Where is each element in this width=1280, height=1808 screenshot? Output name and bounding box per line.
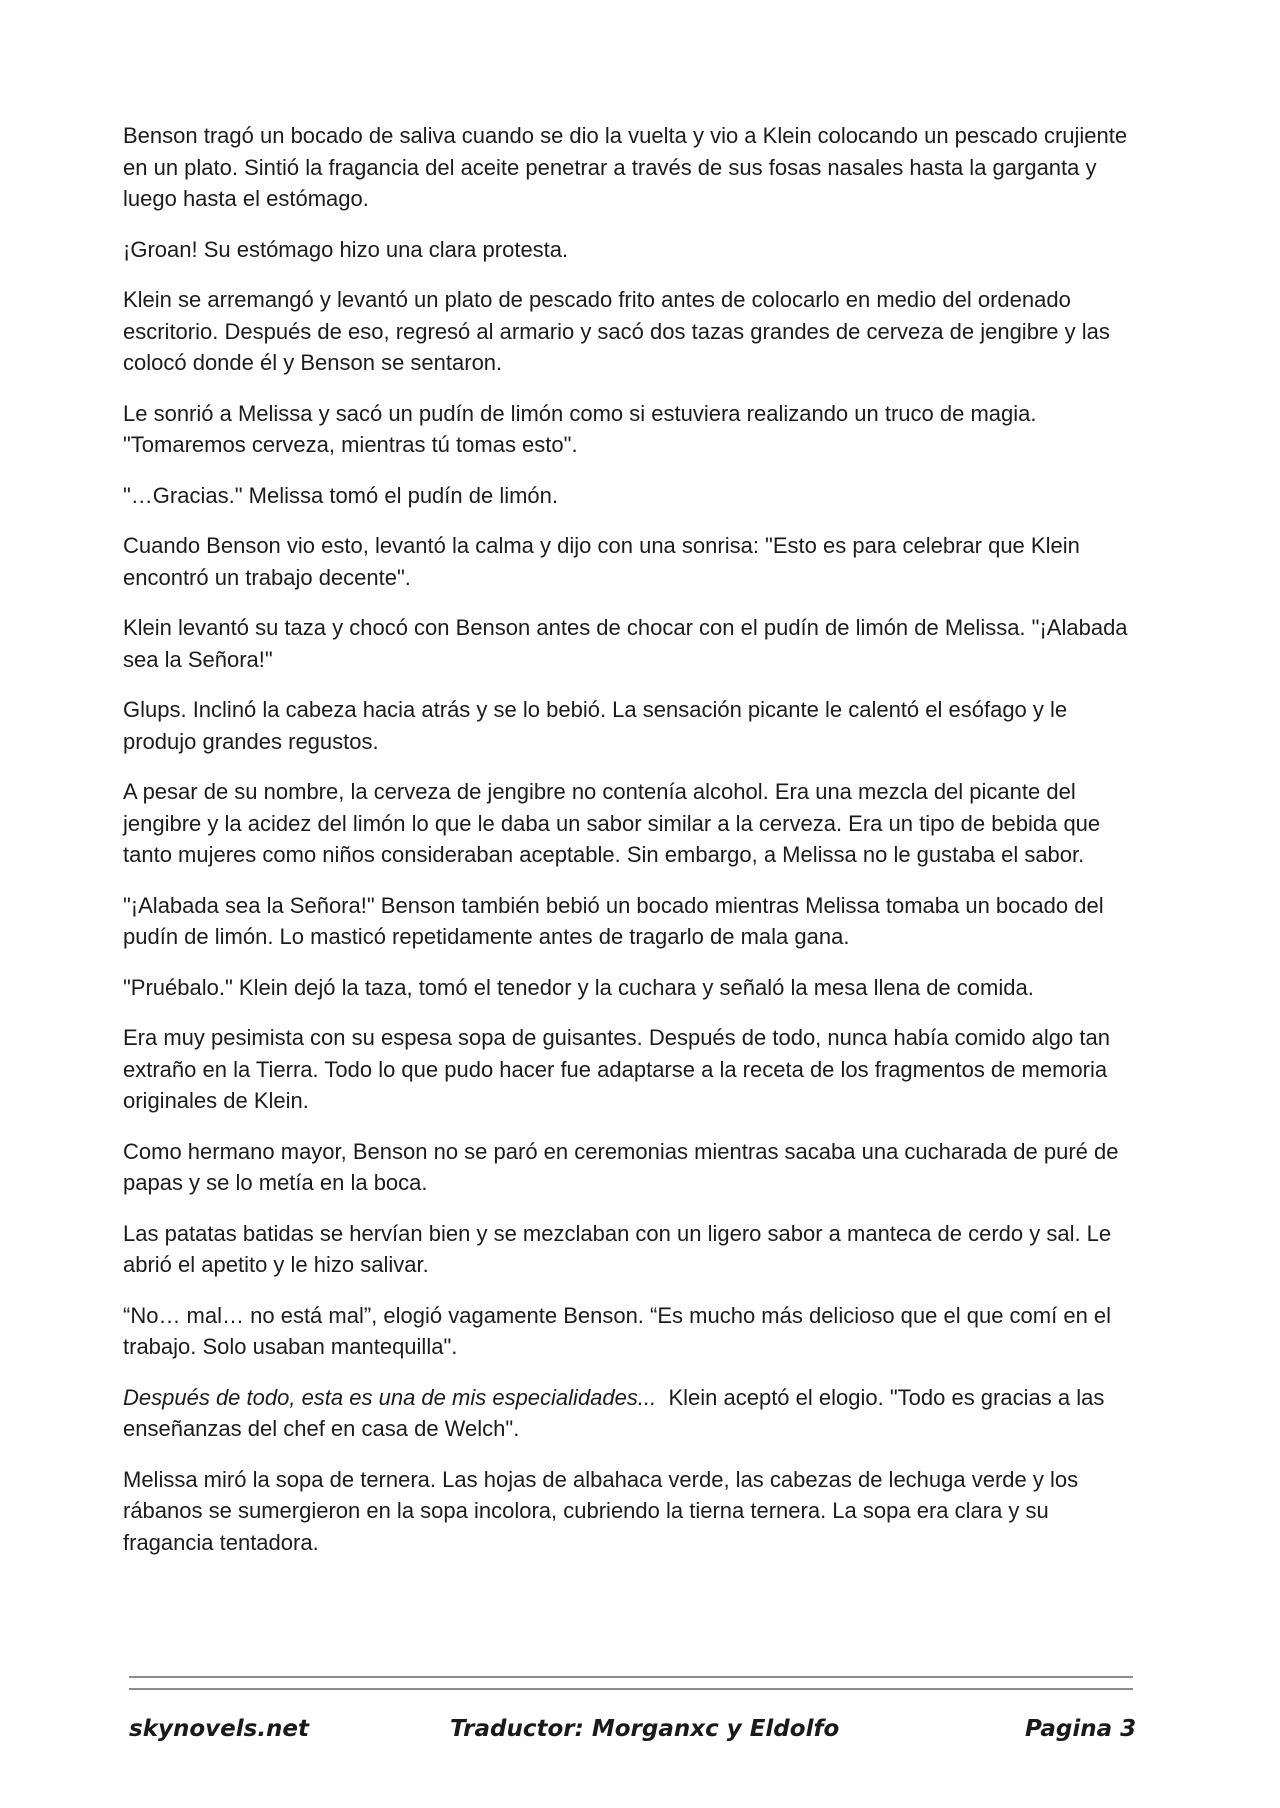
footer-site-name: skynovels.net	[129, 1716, 310, 1742]
paragraph: Como hermano mayor, Benson no se paró en ceremonias mientras sacaba una cucharada de puré de papas y se lo metía en la boca.	[123, 1138, 1119, 1195]
paragraph: "¡Alabada sea la Señora!" Benson también bebió un bocado mientras Melissa tomaba un bocado del pudín de limón. Lo masticó repetidamente antes de tragarlo de mala gana.	[123, 892, 1104, 949]
footer-divider-top	[129, 1676, 1133, 1678]
footer-page-number: Pagina 3	[1025, 1716, 1137, 1742]
paragraph: Las patatas batidas se hervían bien y se mezclaban con un ligero sabor a manteca de cerdo y sal. Le abrió el apetito y le hizo salivar.	[123, 1220, 1112, 1277]
paragraph: A pesar de su nombre, la cerveza de jengibre no contenía alcohol. Era una mezcla del picante del jengibre y la acidez del limón lo que le daba un sabor similar a la cerveza. Era un tipo de bebida que tanto mujeres como niños consideraban aceptable. Sin embargo, a Melissa no le gustaba el sabor.	[123, 779, 1101, 867]
paragraph: Le sonrió a Melissa y sacó un pudín de limón como si estuviera realizando un truco de magia. "Tomaremos cerveza, mientras tú tomas esto".	[123, 400, 1037, 457]
paragraph: Glups. Inclinó la cabeza hacia atrás y se lo bebió. La sensación picante le calentó el esófago y le produjo grandes regustos.	[123, 697, 1068, 754]
paragraph: Benson tragó un bocado de saliva cuando se dio la vuelta y vio a Klein colocando un pescado crujiente en un plato. Sintió la fragancia del aceite penetrar a través de sus fosas nasales hasta la garganta y luego hasta el estómago.	[123, 123, 1128, 211]
paragraph: Era muy pesimista con su espesa sopa de guisantes. Después de todo, nunca había comido algo tan extraño en la Tierra. Todo lo que pudo hacer fue adaptarse a la receta de los fragmentos de memoria originales de Klein.	[123, 1025, 1110, 1113]
italic-thought: Después de todo, esta es una de mis especialidades...	[123, 1384, 657, 1410]
paragraph: Klein se arremangó y levantó un plato de pescado frito antes de colocarlo en medio del ordenado escritorio. Después de eso, regresó al armario y sacó dos tazas grandes de cerveza de jengibre y las colocó donde él y Benson se sentaron.	[123, 287, 1110, 375]
paragraph: Cuando Benson vio esto, levantó la calma y dijo con una sonrisa: "Esto es para celebrar que Klein encontró un trabajo decente".	[123, 533, 1080, 590]
paragraph: "Pruébalo." Klein dejó la taza, tomó el tenedor y la cuchara y señaló la mesa llena de comida.	[123, 974, 1034, 1000]
paragraph: Klein levantó su taza y chocó con Benson antes de chocar con el pudín de limón de Melissa. "¡Alabada sea la Señora!"	[123, 615, 1128, 672]
paragraph: "…Gracias." Melissa tomó el pudín de limón.	[123, 482, 559, 508]
paragraph-text: Klein aceptó el elogio. "Todo es gracias a las enseñanzas del chef en casa de Welch".	[123, 1384, 1111, 1441]
paragraph: Melissa miró la sopa de ternera. Las hojas de albahaca verde, las cabezas de lechuga verde y los rábanos se sumergieron en la sopa incolora, cubriendo la tierna ternera. La sopa era clara y su fragancia tentadora.	[123, 1466, 1079, 1555]
footer-translator: Traductor: Morganxc y Eldolfo	[450, 1716, 840, 1742]
document-body	[123, 120, 1141, 1577]
footer-divider-bottom	[129, 1688, 1133, 1690]
paragraph: “No… mal… no está mal”, elogió vagamente Benson. “Es mucho más delicioso que el que comí en el trabajo. Solo usaban mantequilla".	[123, 1302, 1112, 1359]
paragraph-with-italic-thought	[123, 1382, 1141, 1445]
paragraph: ¡Groan! Su estómago hizo una clara protesta.	[123, 236, 569, 262]
